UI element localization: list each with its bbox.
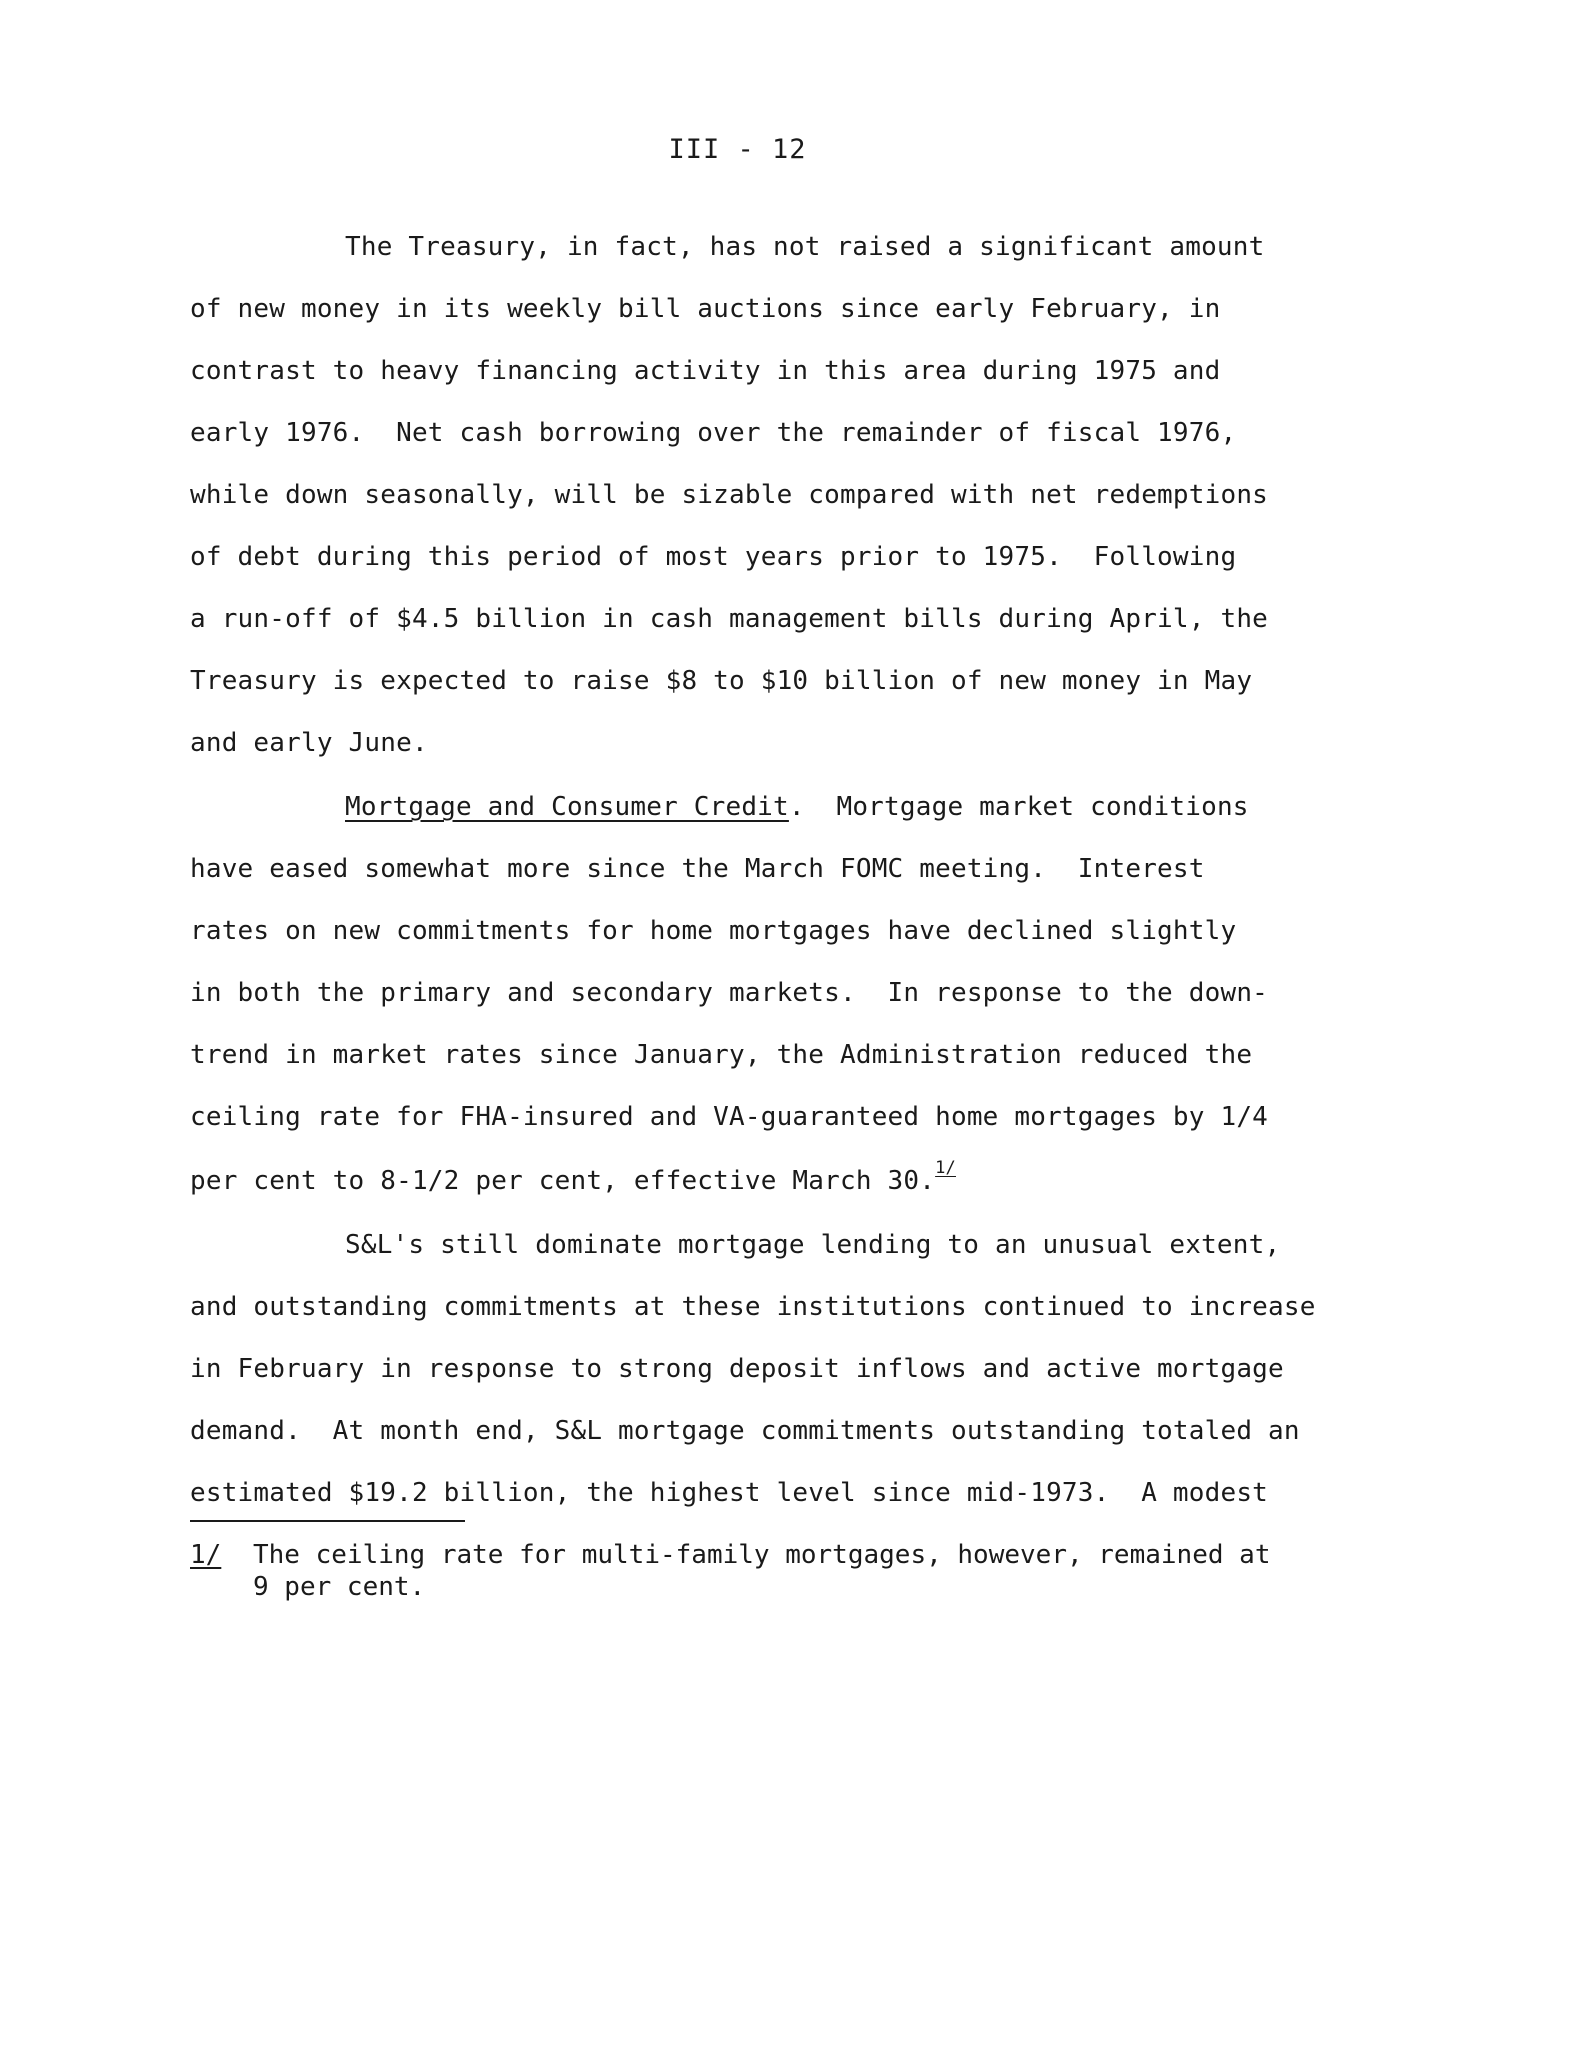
- text-line-last: per cent to 8-1/2 per cent, effective March 30.: [190, 1166, 936, 1196]
- footnote-line: 9 per cent.: [253, 1572, 426, 1602]
- text-line: S&L's still dominate mortgage lending to an unusual extent,: [345, 1230, 1281, 1260]
- heading-suffix: . Mortgage market conditions: [788, 792, 1249, 822]
- text-line: early 1976. Net cash borrowing over the remainder of fiscal 1976,: [190, 418, 1237, 448]
- text-line: in both the primary and secondary markets. In response to the down-: [190, 978, 1269, 1008]
- footnote-line: The ceiling rate for multi-family mortgages, however, remained at: [253, 1540, 1271, 1570]
- text-line: demand. At month end, S&L mortgage commitments outstanding totaled an: [190, 1416, 1300, 1446]
- text-line: trend in market rates since January, the Administration reduced the: [190, 1040, 1253, 1070]
- text-line: [190, 1158, 956, 1196]
- footnote-divider: [190, 1520, 465, 1522]
- footnote-reference: 1/: [935, 1158, 956, 1178]
- text-line: of debt during this period of most years prior to 1975. Following: [190, 542, 1237, 572]
- page-number: III - 12: [668, 134, 807, 165]
- text-line: ceiling rate for FHA-insured and VA-guaranteed home mortgages by 1/4: [190, 1102, 1269, 1132]
- footnote-marker: 1/: [190, 1540, 222, 1570]
- text-line: contrast to heavy financing activity in this area during 1975 and: [190, 356, 1221, 386]
- text-line: in February in response to strong deposit inflows and active mortgage: [190, 1354, 1284, 1384]
- text-line: rates on new commitments for home mortgages have declined slightly: [190, 916, 1237, 946]
- section-heading: Mortgage and Consumer Credit: [345, 792, 789, 822]
- text-line: of new money in its weekly bill auctions since early February, in: [190, 294, 1221, 324]
- text-line: Treasury is expected to raise $8 to $10 billion of new money in May: [190, 666, 1253, 696]
- text-line: and outstanding commitments at these institutions continued to increase: [190, 1292, 1316, 1322]
- text-line: The Treasury, in fact, has not raised a significant amount: [345, 232, 1265, 262]
- section-heading-line: [345, 794, 1249, 820]
- text-line: estimated $19.2 billion, the highest level since mid-1973. A modest: [190, 1478, 1269, 1508]
- text-line: and early June.: [190, 728, 428, 758]
- text-line: have eased somewhat more since the March FOMC meeting. Interest: [190, 854, 1205, 884]
- text-line: a run-off of $4.5 billion in cash management bills during April, the: [190, 604, 1269, 634]
- text-line: while down seasonally, will be sizable compared with net redemptions: [190, 480, 1269, 510]
